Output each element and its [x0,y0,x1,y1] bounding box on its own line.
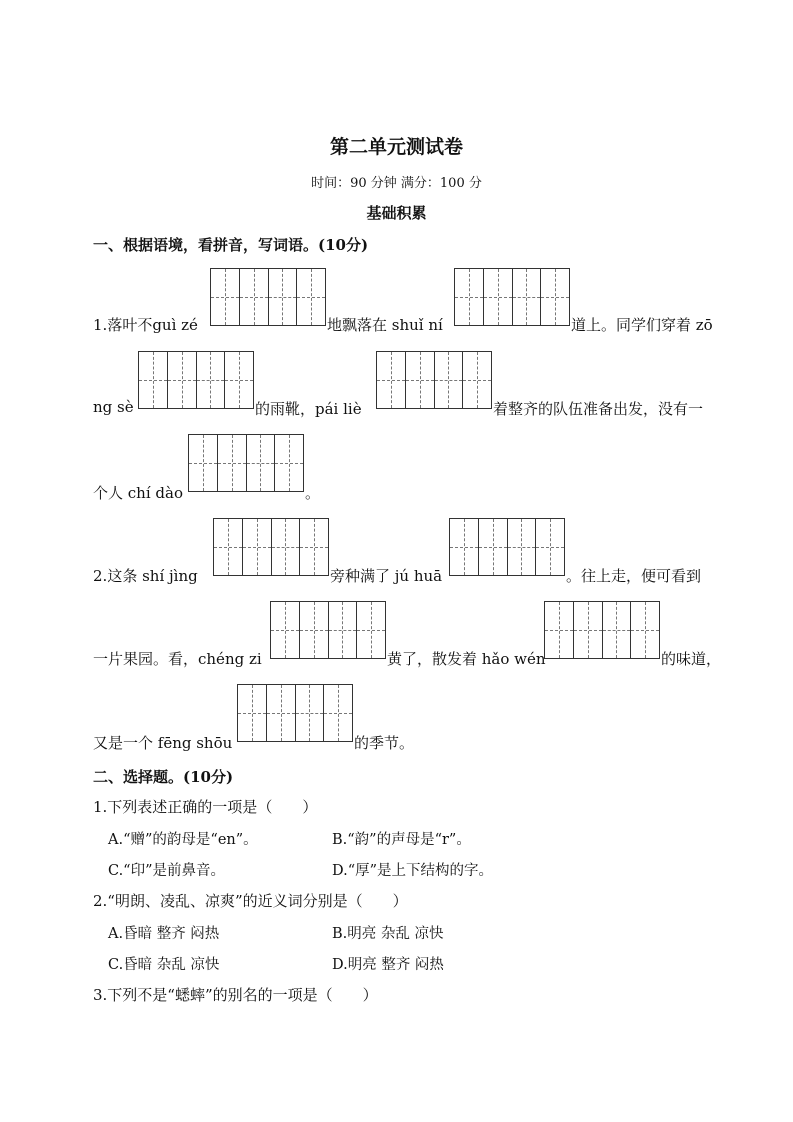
q2-text-2: 旁种满了 jú huā [330,567,443,585]
section2-heading: 二、选择题。(10分) [93,768,234,786]
q2-text-3: 。往上走，便可看到 [566,567,702,585]
part-label: 基础积累 [366,204,427,222]
q2-text-1: 2.这条 shí jìng [93,567,198,585]
q2-text-5: 黄了，散发着 hǎo wén [387,650,546,668]
mc-q2-option-a[interactable]: A.昏暗 整齐 闷热 [108,926,220,942]
mc-q2-option-d[interactable]: D.明亮 整齐 闷热 [332,957,444,973]
q1-text-3a: 道上。同学们穿着 zō [571,316,713,334]
exam-info: 时间：90 分钟 满分：100 分 [311,176,482,191]
page-title: 第二单元测试卷 [329,136,463,158]
answer-grid-juhua[interactable] [449,518,565,576]
q2-text-6: 的味道， [661,650,722,668]
mc-q3-stem: 3.下列不是“蟋蟀”的别名的一项是（ ） [93,986,378,1004]
answer-grid-chengzi[interactable] [270,601,386,659]
mc-q1-option-c[interactable]: C.“印”是前鼻音。 [108,863,226,879]
section1-heading: 一、根据语境，看拼音，写词语。(10分) [93,236,369,254]
q1-text-1: 1.落叶不guì zé [93,316,198,334]
q1-text-4: 的雨靴，pái liè [255,400,362,418]
mc-q1-option-b[interactable]: B.“韵”的声母是“r”。 [332,832,471,848]
mc-q2-option-b[interactable]: B.明亮 杂乱 凉快 [332,926,444,942]
answer-grid-haowen[interactable] [544,601,660,659]
q1-text-5: 着整齐的队伍准备出发，没有一 [493,400,704,418]
q1-text-3b: ng sè [93,398,134,416]
mc-q1-option-d[interactable]: D.“厚”是上下结构的字。 [332,863,494,879]
q2-text-4: 一片果园。看，chéng zi [93,650,262,668]
q2-text-8: 的季节。 [354,734,415,752]
answer-grid-fengshou[interactable] [237,684,353,742]
q1-text-2: 地飘落在 shuǐ ní [327,316,443,334]
answer-grid-zongse[interactable] [138,351,254,409]
q1-text-7: 。 [305,484,321,502]
answer-grid-pailie[interactable] [376,351,492,409]
mc-q2-stem: 2.“明朗、凌乱、凉爽”的近义词分别是（ ） [93,892,408,910]
mc-q1-stem: 1.下列表述正确的一项是（ ） [93,798,318,816]
answer-grid-guize[interactable] [210,268,326,326]
q1-text-6: 个人 chí dào [93,484,183,502]
answer-grid-shuini[interactable] [454,268,570,326]
mc-q2-option-c[interactable]: C.昏暗 杂乱 凉快 [108,957,220,973]
answer-grid-chidao[interactable] [188,434,304,492]
mc-q1-option-a[interactable]: A.“赠”的韵母是“en”。 [108,832,258,848]
answer-grid-shijing[interactable] [213,518,329,576]
q2-text-7: 又是一个 fēng shōu [93,734,233,752]
